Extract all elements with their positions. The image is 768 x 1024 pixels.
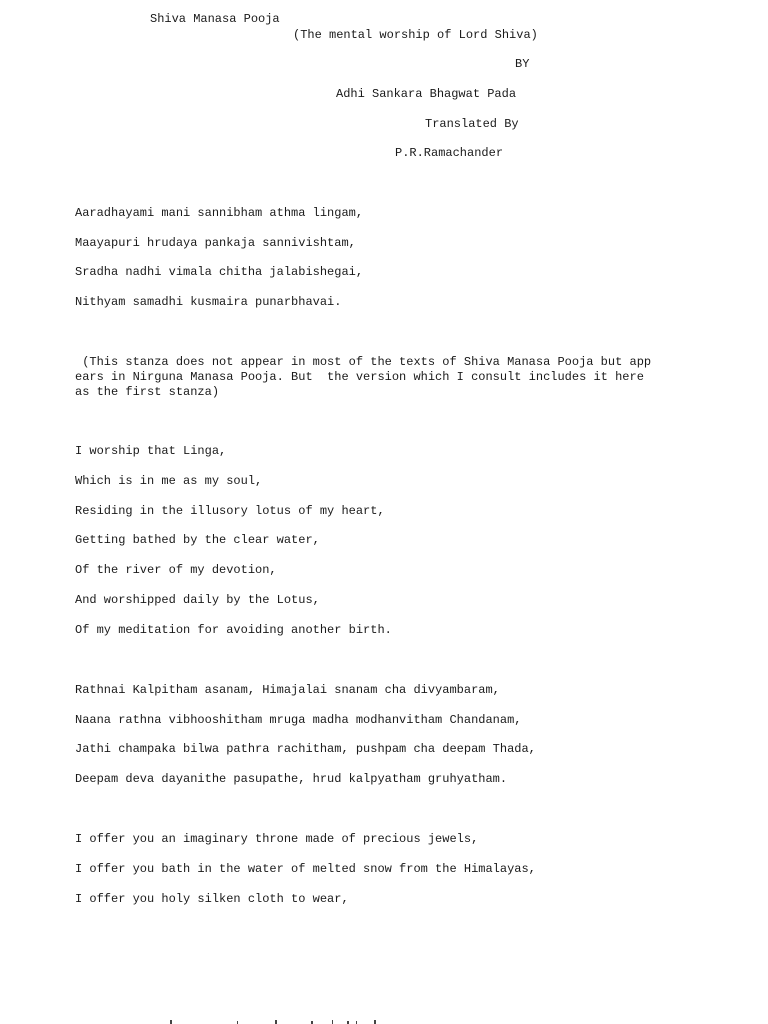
translation1-line: Of my meditation for avoiding another birth. — [75, 623, 392, 637]
stanza1-line: Nithyam samadhi kusmaira punarbhavai. — [75, 295, 342, 309]
translation1-line: Of the river of my devotion, — [75, 563, 277, 577]
stanza1-line: Sradha nadhi vimala chitha jalabishegai, — [75, 265, 364, 279]
stanza1-line: Aaradhayami mani sannibham athma lingam, — [75, 206, 364, 220]
author-name: Adhi Sankara Bhagwat Pada — [336, 87, 517, 101]
translation2-line: I offer you an imaginary throne made of precious jewels, — [75, 832, 479, 846]
stanza2-line: Naana rathna vibhooshitham mruga madha modhanvitham Chandanam, — [75, 713, 522, 727]
translation1-line: Which is in me as my soul, — [75, 474, 263, 488]
stanza2-line: Deepam deva dayanithe pasupathe, hrud kalpyatham gruhyatham. — [75, 772, 508, 786]
translator-name: P.R.Ramachander — [395, 146, 504, 160]
note-line: ears in Nirguna Manasa Pooja. But the version which I consult includes it here — [75, 370, 644, 384]
translation2-line: I offer you bath in the water of melted snow from the Himalayas, — [75, 862, 536, 876]
translation1-line: I worship that Linga, — [75, 444, 227, 458]
translation1-line: Residing in the illusory lotus of my heart, — [75, 504, 385, 518]
next-page-glyph-fragments — [0, 1014, 768, 1024]
by-label: BY — [515, 57, 530, 71]
translation1-line: And worshipped daily by the Lotus, — [75, 593, 320, 607]
translated-by-label: Translated By — [425, 117, 519, 131]
document-subtitle: (The mental worship of Lord Shiva) — [293, 28, 538, 42]
stanza2-line: Rathnai Kalpitham asanam, Himajalai snanam cha divyambaram, — [75, 683, 500, 697]
stanza1-line: Maayapuri hrudaya pankaja sannivishtam, — [75, 236, 356, 250]
translation1-line: Getting bathed by the clear water, — [75, 533, 320, 547]
note-line: (This stanza does not appear in most of the texts of Shiva Manasa Pooja but app — [75, 355, 652, 369]
translation2-line: I offer you holy silken cloth to wear, — [75, 892, 349, 906]
stanza2-line: Jathi champaka bilwa pathra rachitham, pushpam cha deepam Thada, — [75, 742, 536, 756]
document-title: Shiva Manasa Pooja — [150, 12, 280, 26]
note-line: as the first stanza) — [75, 385, 220, 399]
